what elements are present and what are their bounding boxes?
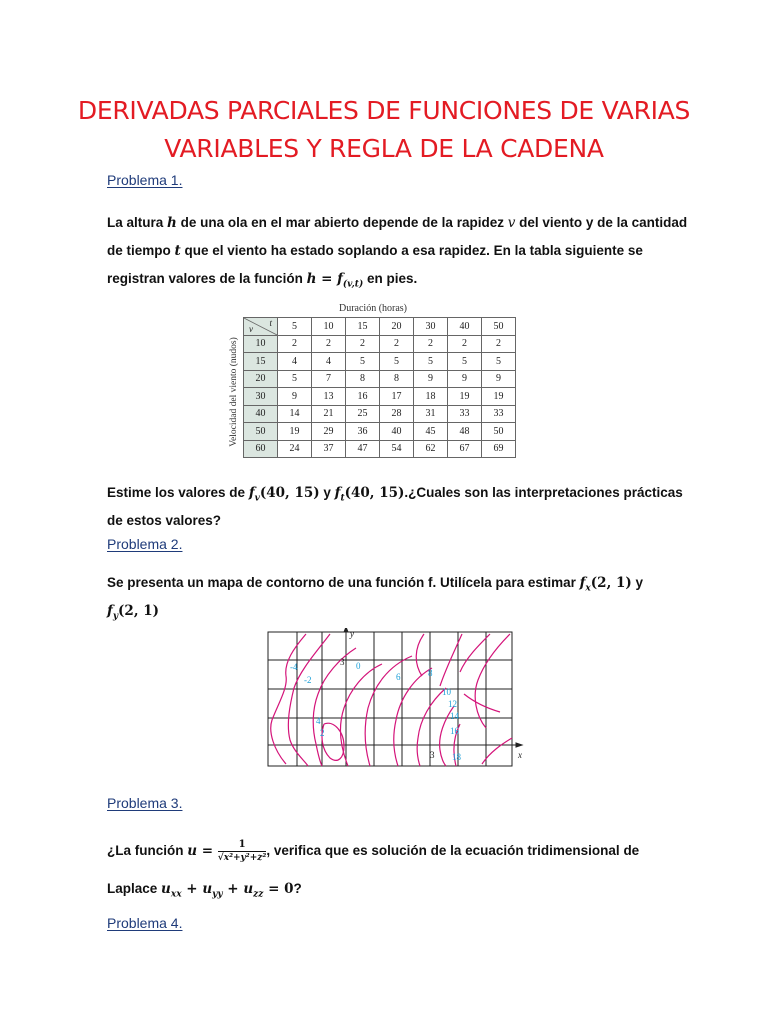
problem-3-statement — [107, 832, 661, 914]
table-col-header: 20 — [380, 318, 414, 336]
problem-1-line-1: La altura h de una ola en el mar abierto depende de la rapidez v del viento y de la cantidad — [107, 215, 688, 231]
title-line-2: VARIABLES Y REGLA DE LA CADENA — [164, 134, 604, 163]
table-cell: 40 — [380, 423, 414, 441]
level-label-minus-4: -4 — [290, 662, 298, 672]
table-cell: 5 — [448, 353, 482, 371]
table-row — [244, 423, 516, 441]
table-cell: 2 — [448, 335, 482, 353]
level-label-4: 4 — [316, 716, 321, 726]
table-row-header: 30 — [244, 388, 278, 406]
table-cell: 7 — [312, 370, 346, 388]
table-caption-wind-speed: Velocidad del viento (nudos) — [229, 337, 239, 447]
table-cell: 9 — [448, 370, 482, 388]
table-cell: 18 — [414, 388, 448, 406]
table-cell: 19 — [278, 423, 312, 441]
problem-3-heading: Problema 3. — [107, 795, 183, 811]
table-cell: 33 — [448, 405, 482, 423]
level-label-12: 12 — [448, 699, 457, 709]
problem-1-line-2: de tiempo t que el viento ha estado soplando a esa rapidez. En la tabla siguiente se — [107, 243, 643, 259]
problem-3-line-2: Laplace $u_{xx} + u_{yy} + u_{zz} = 0$? — [107, 881, 302, 900]
problem-1-heading: Problema 1. — [107, 172, 183, 188]
contour-axes — [344, 628, 522, 747]
problem-2-line-1: Se presenta un mapa de contorno de una función f. Utilícela para estimar $f_x(2$, 1) y — [107, 575, 644, 594]
axis-y-label: y — [350, 629, 354, 639]
table-col-header: 50 — [482, 318, 516, 336]
level-label-10: 10 — [442, 687, 451, 697]
level-label-2: 2 — [320, 728, 325, 738]
table-corner-cell — [244, 318, 278, 336]
table-cell: 54 — [380, 440, 414, 458]
table-row-header: 60 — [244, 440, 278, 458]
tick-y-3: 3 — [340, 657, 345, 667]
table-cell: 33 — [482, 405, 516, 423]
table-row-header: 10 — [244, 335, 278, 353]
table-cell: 8 — [380, 370, 414, 388]
table-cell: 5 — [278, 370, 312, 388]
table-row — [244, 440, 516, 458]
problem-2-statement — [107, 572, 661, 627]
table-cell: 13 — [312, 388, 346, 406]
axis-x-label: x — [518, 750, 522, 760]
table-cell: 2 — [346, 335, 380, 353]
table-cell: 36 — [346, 423, 380, 441]
table-cell: 2 — [482, 335, 516, 353]
table-cell: 5 — [414, 353, 448, 371]
table-cell: 28 — [380, 405, 414, 423]
table-row-header: 40 — [244, 405, 278, 423]
table-row-header: 20 — [244, 370, 278, 388]
table-cell: 2 — [312, 335, 346, 353]
table-row — [244, 370, 516, 388]
table-cell: 21 — [312, 405, 346, 423]
table-caption-duration: Duración (horas) — [338, 303, 408, 314]
table-cell: 24 — [278, 440, 312, 458]
table-row-header: 15 — [244, 353, 278, 371]
corner-v-label: v — [249, 323, 253, 334]
problem-2-line-2: $f_y(2$, 1) — [107, 602, 160, 622]
table-cell: 5 — [482, 353, 516, 371]
level-label-18: 18 — [452, 752, 461, 762]
wave-height-table-figure — [226, 303, 520, 468]
problem-1-question — [107, 482, 683, 532]
title-line-1: DERIVADAS PARCIALES DE FUNCIONES DE VARIAS — [77, 96, 691, 125]
problem-2-heading: Problema 2. — [107, 536, 183, 552]
table-row — [244, 405, 516, 423]
table-cell: 67 — [448, 440, 482, 458]
table-col-header: 30 — [414, 318, 448, 336]
table-cell: 4 — [278, 353, 312, 371]
table-cell: 25 — [346, 405, 380, 423]
table-col-header: 40 — [448, 318, 482, 336]
table-row — [244, 388, 516, 406]
table-cell: 5 — [346, 353, 380, 371]
table-col-header: 10 — [312, 318, 346, 336]
table-cell: 29 — [312, 423, 346, 441]
level-label-16: 16 — [450, 726, 459, 736]
problem-1-statement — [107, 209, 688, 299]
table-row — [244, 335, 516, 353]
table-cell: 19 — [482, 388, 516, 406]
level-label-minus-2: -2 — [304, 675, 312, 685]
table-cell: 47 — [346, 440, 380, 458]
table-cell: 8 — [346, 370, 380, 388]
table-cell: 62 — [414, 440, 448, 458]
level-label-0: 0 — [356, 661, 361, 671]
problem-1-line-3: registran valores de la función $h = f_{(v,t)}$ en pies. — [107, 271, 418, 290]
problem-1-question-line-1: Estime los valores de $f_v(40$, 15) y $f_t(40$, 15).¿Cuales son las interpretaciones prácticas — [107, 485, 683, 504]
table-cell: 2 — [278, 335, 312, 353]
table-cell: 5 — [380, 353, 414, 371]
table-cell: 9 — [278, 388, 312, 406]
wave-height-table — [243, 317, 516, 458]
problem-3-line-1: ¿La función u = $\frac{1}{\text{√x²+y²+z²}}$ , verifica que es solución de la ecuación tridimensional de — [107, 838, 640, 863]
corner-t-label: t — [269, 318, 272, 328]
table-cell: 14 — [278, 405, 312, 423]
table-cell: 50 — [482, 423, 516, 441]
contour-map — [264, 628, 526, 772]
level-label-8: 8 — [428, 668, 433, 678]
table-row — [244, 353, 516, 371]
table-cell: 16 — [346, 388, 380, 406]
level-label-6: 6 — [396, 672, 401, 682]
table-cell: 17 — [380, 388, 414, 406]
problem-1-question-line-2: de estos valores? — [107, 512, 222, 528]
table-row-header: 50 — [244, 423, 278, 441]
contour-grid — [268, 628, 518, 766]
tick-x-3: 3 — [430, 750, 435, 760]
table-cell: 31 — [414, 405, 448, 423]
fraction-one-over-r: $\frac{1}{\text{√x²+y²+z²}}$ — [217, 838, 267, 863]
y-axis-arrow — [344, 628, 348, 632]
table-cell: 9 — [414, 370, 448, 388]
table-cell: 45 — [414, 423, 448, 441]
level-label-14: 14 — [450, 711, 459, 721]
contour-curves — [271, 634, 512, 766]
table-col-header: 5 — [278, 318, 312, 336]
table-cell: 69 — [482, 440, 516, 458]
document-title — [60, 92, 708, 168]
table-cell: 2 — [380, 335, 414, 353]
problem-4-heading: Problema 4. — [107, 915, 183, 931]
table-cell: 2 — [414, 335, 448, 353]
table-header-row — [244, 318, 516, 336]
x-axis-arrow — [516, 743, 522, 747]
table-cell: 4 — [312, 353, 346, 371]
table-cell: 9 — [482, 370, 516, 388]
table-col-header: 15 — [346, 318, 380, 336]
table-cell: 37 — [312, 440, 346, 458]
table-cell: 19 — [448, 388, 482, 406]
table-cell: 48 — [448, 423, 482, 441]
